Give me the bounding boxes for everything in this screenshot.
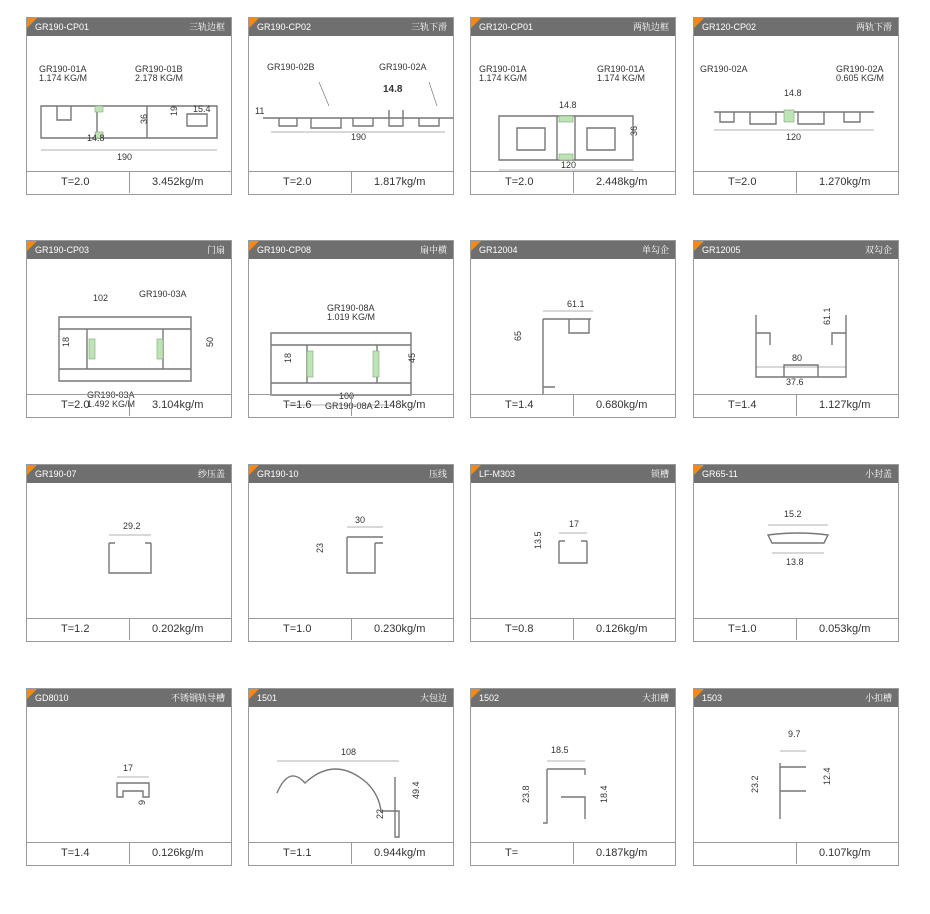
profile-section-svg bbox=[249, 483, 453, 619]
thickness-value: T=1.4 bbox=[728, 399, 757, 411]
profile-section-svg bbox=[694, 707, 898, 843]
dimension-label: 1.174 KG/M bbox=[479, 73, 528, 83]
dimension-label: 102 bbox=[93, 293, 109, 303]
dimension-label: 50 bbox=[205, 336, 215, 347]
dimension-label: 14.8 bbox=[383, 84, 403, 95]
dimension-label: 190 bbox=[351, 132, 367, 142]
profile-code: LF-M303 bbox=[479, 469, 516, 479]
thickness-value: T=2.0 bbox=[61, 176, 90, 188]
dimension-label: 30 bbox=[355, 515, 366, 525]
dimension-label: 9 bbox=[137, 799, 147, 805]
card-header bbox=[249, 689, 453, 707]
profile-name: 门扇 bbox=[206, 245, 225, 255]
weight-value: 2.448kg/m bbox=[573, 172, 675, 193]
profile-code: GR12005 bbox=[702, 245, 741, 255]
profile-drawing bbox=[471, 259, 675, 395]
profile-section-svg bbox=[471, 259, 675, 395]
card-footer bbox=[694, 171, 898, 194]
profile-card bbox=[470, 464, 676, 642]
dimension-label: 29.2 bbox=[123, 521, 141, 531]
dimension-label: 23.8 bbox=[521, 785, 531, 803]
weight-value: 0.053kg/m bbox=[796, 619, 898, 640]
dimension-label: 1.174 KG/M bbox=[597, 73, 646, 83]
profile-drawing bbox=[694, 259, 898, 395]
profile-section-svg bbox=[694, 36, 898, 172]
card-footer bbox=[27, 842, 231, 865]
weight-value: 0.680kg/m bbox=[573, 395, 675, 416]
dimension-label: GR190-03A bbox=[87, 390, 135, 400]
thickness-value: T= bbox=[505, 847, 519, 859]
card-header bbox=[694, 18, 898, 36]
thickness-value: T=1.2 bbox=[61, 623, 90, 635]
profile-name: 双勾企 bbox=[864, 245, 892, 255]
dimension-label: 9.7 bbox=[788, 729, 801, 739]
dimension-label: 190 bbox=[117, 152, 133, 162]
thickness-value: T=1.4 bbox=[505, 399, 534, 411]
profile-name: 锁槽 bbox=[650, 469, 669, 479]
profile-section-svg bbox=[694, 259, 898, 395]
dimension-label: 15.2 bbox=[784, 509, 802, 519]
dimension-label: 13.5 bbox=[533, 531, 543, 549]
dimension-label: 15.4 bbox=[193, 104, 211, 114]
profile-card bbox=[26, 17, 232, 195]
profile-name: 两轨边框 bbox=[632, 22, 669, 32]
dimension-label: 19 bbox=[169, 105, 179, 116]
dimension-label: 49.4 bbox=[411, 781, 421, 799]
thickness-value: T=1.0 bbox=[728, 623, 757, 635]
card-footer bbox=[27, 394, 231, 417]
profile-code: GD8010 bbox=[35, 693, 69, 703]
profile-code: GR190-CP02 bbox=[257, 22, 312, 32]
dimension-label: 2.178 KG/M bbox=[135, 73, 184, 83]
profile-section-svg bbox=[27, 36, 231, 172]
weight-value: 0.126kg/m bbox=[573, 619, 675, 640]
dimension-label: 61.1 bbox=[822, 307, 832, 325]
dimension-label: 45 bbox=[407, 352, 417, 363]
weight-value: 2.148kg/m bbox=[351, 395, 453, 416]
weight-value: 3.104kg/m bbox=[129, 395, 231, 416]
weight-value: 1.127kg/m bbox=[796, 395, 898, 416]
profile-drawing bbox=[471, 707, 675, 843]
profile-name: 小封盖 bbox=[864, 469, 892, 479]
profile-code: GR65-11 bbox=[702, 469, 738, 479]
card-header bbox=[27, 18, 231, 36]
card-footer bbox=[249, 842, 453, 865]
profile-drawing bbox=[27, 707, 231, 843]
profile-card bbox=[26, 688, 232, 866]
profile-card bbox=[26, 464, 232, 642]
thickness-value: T=2.0 bbox=[728, 176, 757, 188]
profile-name: 三轨边框 bbox=[188, 22, 225, 32]
profile-drawing bbox=[249, 707, 453, 843]
profile-code: 1503 bbox=[702, 693, 723, 703]
profile-code: GR120-CP01 bbox=[479, 22, 534, 32]
profile-card bbox=[470, 17, 676, 195]
dimension-label: 23 bbox=[315, 542, 325, 553]
thickness-value: T=1.0 bbox=[283, 623, 312, 635]
card-footer bbox=[694, 842, 898, 865]
dimension-label: 14.8 bbox=[559, 100, 577, 110]
profile-name: 两轨下滑 bbox=[855, 22, 892, 32]
profile-name: 大包边 bbox=[419, 693, 447, 703]
dimension-label: 18 bbox=[61, 336, 71, 347]
profile-drawing bbox=[27, 483, 231, 619]
dimension-label: 61.1 bbox=[567, 299, 585, 309]
card-header bbox=[471, 18, 675, 36]
dimension-label: 108 bbox=[341, 747, 357, 757]
card-header bbox=[694, 689, 898, 707]
profile-card bbox=[693, 17, 899, 195]
dimension-label: 1.019 KG/M bbox=[327, 312, 376, 322]
dimension-label: 12.4 bbox=[822, 767, 832, 785]
profile-drawing bbox=[694, 36, 898, 172]
thickness-value: T=2.0 bbox=[505, 176, 534, 188]
profile-drawing bbox=[471, 36, 675, 172]
profile-name: 大扣槽 bbox=[641, 693, 669, 703]
dimension-label: 23.2 bbox=[750, 775, 760, 793]
dimension-label: GR190-01A bbox=[597, 64, 645, 74]
weight-value: 3.452kg/m bbox=[129, 172, 231, 193]
dimension-label: 65 bbox=[513, 330, 523, 341]
profile-card bbox=[693, 688, 899, 866]
dimension-label: GR190-02A bbox=[700, 64, 748, 74]
profile-name: 纱压盖 bbox=[197, 469, 225, 479]
card-footer bbox=[27, 171, 231, 194]
profile-section-svg bbox=[249, 707, 453, 843]
profile-card bbox=[248, 240, 454, 418]
thickness-value: T=2.0 bbox=[61, 399, 90, 411]
card-footer bbox=[471, 394, 675, 417]
profile-name: 扇中横 bbox=[419, 245, 447, 255]
profile-card bbox=[248, 17, 454, 195]
card-header bbox=[27, 689, 231, 707]
dimension-label: 18.5 bbox=[551, 745, 569, 755]
profile-card bbox=[693, 464, 899, 642]
profile-card bbox=[470, 688, 676, 866]
profile-drawing bbox=[694, 707, 898, 843]
dimension-label: 80 bbox=[792, 353, 803, 363]
dimension-label: GR190-02B bbox=[267, 62, 315, 72]
thickness-value: T=1.6 bbox=[283, 399, 312, 411]
dimension-label: 13.8 bbox=[786, 557, 804, 567]
dimension-label: 0.605 KG/M bbox=[836, 73, 885, 83]
profile-code: GR120-CP02 bbox=[702, 22, 757, 32]
card-footer bbox=[471, 171, 675, 194]
profile-name: 单勾企 bbox=[641, 245, 669, 255]
dimension-label: 14.8 bbox=[784, 88, 802, 98]
card-footer bbox=[249, 618, 453, 641]
card-header bbox=[471, 465, 675, 483]
thickness-value: T=1.4 bbox=[61, 847, 90, 859]
dimension-label: 18.4 bbox=[599, 785, 609, 803]
dimension-label: GR190-03A bbox=[139, 289, 187, 299]
profile-code: GR190-07 bbox=[35, 469, 77, 479]
profile-name: 不锈钢轨导槽 bbox=[170, 693, 225, 703]
thickness-value: T=1.1 bbox=[283, 847, 312, 859]
dimension-label: 11 bbox=[255, 106, 265, 116]
dimension-label: 36 bbox=[629, 125, 639, 136]
profile-section-svg bbox=[249, 36, 453, 172]
profile-section-svg bbox=[27, 707, 231, 843]
profile-code: 1501 bbox=[257, 693, 278, 703]
dimension-label: 17 bbox=[569, 519, 580, 529]
profile-section-svg bbox=[471, 707, 675, 843]
card-header bbox=[249, 241, 453, 259]
profile-card bbox=[26, 240, 232, 418]
profile-code: GR190-CP08 bbox=[257, 245, 312, 255]
dimension-label: 1.492 KG/M bbox=[87, 399, 136, 409]
dimension-label: GR190-01A bbox=[479, 64, 527, 74]
dimension-label: 22 bbox=[375, 808, 385, 819]
weight-value: 0.230kg/m bbox=[351, 619, 453, 640]
weight-value: 0.202kg/m bbox=[129, 619, 231, 640]
profile-section-svg bbox=[694, 483, 898, 619]
dimension-label: 120 bbox=[786, 132, 802, 142]
dimension-label: GR190-02A bbox=[836, 64, 884, 74]
dimension-label: GR190-01A bbox=[39, 64, 87, 74]
card-footer bbox=[694, 618, 898, 641]
dimension-label: 37.6 bbox=[786, 377, 804, 387]
weight-value: 0.107kg/m bbox=[796, 843, 898, 864]
thickness-value: T=0.8 bbox=[505, 623, 534, 635]
dimension-label: GR190-01B bbox=[135, 64, 183, 74]
profile-name: 三轨下滑 bbox=[410, 22, 447, 32]
dimension-label: 36 bbox=[139, 113, 149, 124]
weight-value: 0.187kg/m bbox=[573, 843, 675, 864]
profile-drawing bbox=[471, 483, 675, 619]
profile-drawing bbox=[249, 483, 453, 619]
profile-code: GR12004 bbox=[479, 245, 518, 255]
weight-value: 1.817kg/m bbox=[351, 172, 453, 193]
profile-drawing bbox=[27, 36, 231, 172]
card-header bbox=[471, 241, 675, 259]
thickness-value: T=2.0 bbox=[283, 176, 312, 188]
dimension-label: 1.174 KG/M bbox=[39, 73, 88, 83]
profile-card bbox=[693, 240, 899, 418]
profile-code: GR190-CP01 bbox=[35, 22, 90, 32]
dimension-label: GR190-08A bbox=[327, 303, 375, 313]
profile-card bbox=[470, 240, 676, 418]
weight-value: 1.270kg/m bbox=[796, 172, 898, 193]
profile-card bbox=[248, 688, 454, 866]
card-footer bbox=[249, 394, 453, 417]
profile-name: 压线 bbox=[428, 469, 447, 479]
card-header bbox=[694, 465, 898, 483]
profile-section-svg bbox=[471, 483, 675, 619]
card-header bbox=[471, 689, 675, 707]
card-footer bbox=[249, 171, 453, 194]
card-header bbox=[249, 18, 453, 36]
profile-code: GR190-CP03 bbox=[35, 245, 90, 255]
card-footer bbox=[471, 842, 675, 865]
dimension-label: 100 bbox=[339, 391, 355, 401]
profile-code: GR190-10 bbox=[257, 469, 299, 479]
profile-section-svg bbox=[471, 36, 675, 172]
weight-value: 0.944kg/m bbox=[351, 843, 453, 864]
profile-drawing bbox=[249, 36, 453, 172]
card-header bbox=[694, 241, 898, 259]
card-header bbox=[27, 465, 231, 483]
card-footer bbox=[471, 618, 675, 641]
dimension-label: GR190-02A bbox=[379, 62, 427, 72]
card-header bbox=[249, 465, 453, 483]
dimension-label: GR190-08A bbox=[325, 401, 373, 411]
card-footer bbox=[694, 394, 898, 417]
dimension-label: 120 bbox=[561, 160, 577, 170]
weight-value: 0.126kg/m bbox=[129, 843, 231, 864]
profile-name: 小扣槽 bbox=[864, 693, 892, 703]
profile-drawing bbox=[694, 483, 898, 619]
card-footer bbox=[27, 618, 231, 641]
card-header bbox=[27, 241, 231, 259]
profile-section-svg bbox=[27, 483, 231, 619]
dimension-label: 18 bbox=[283, 352, 293, 363]
profile-code: 1502 bbox=[479, 693, 500, 703]
dimension-label: 14.8 bbox=[87, 133, 105, 143]
profile-card bbox=[248, 464, 454, 642]
dimension-label: 17 bbox=[123, 763, 134, 773]
